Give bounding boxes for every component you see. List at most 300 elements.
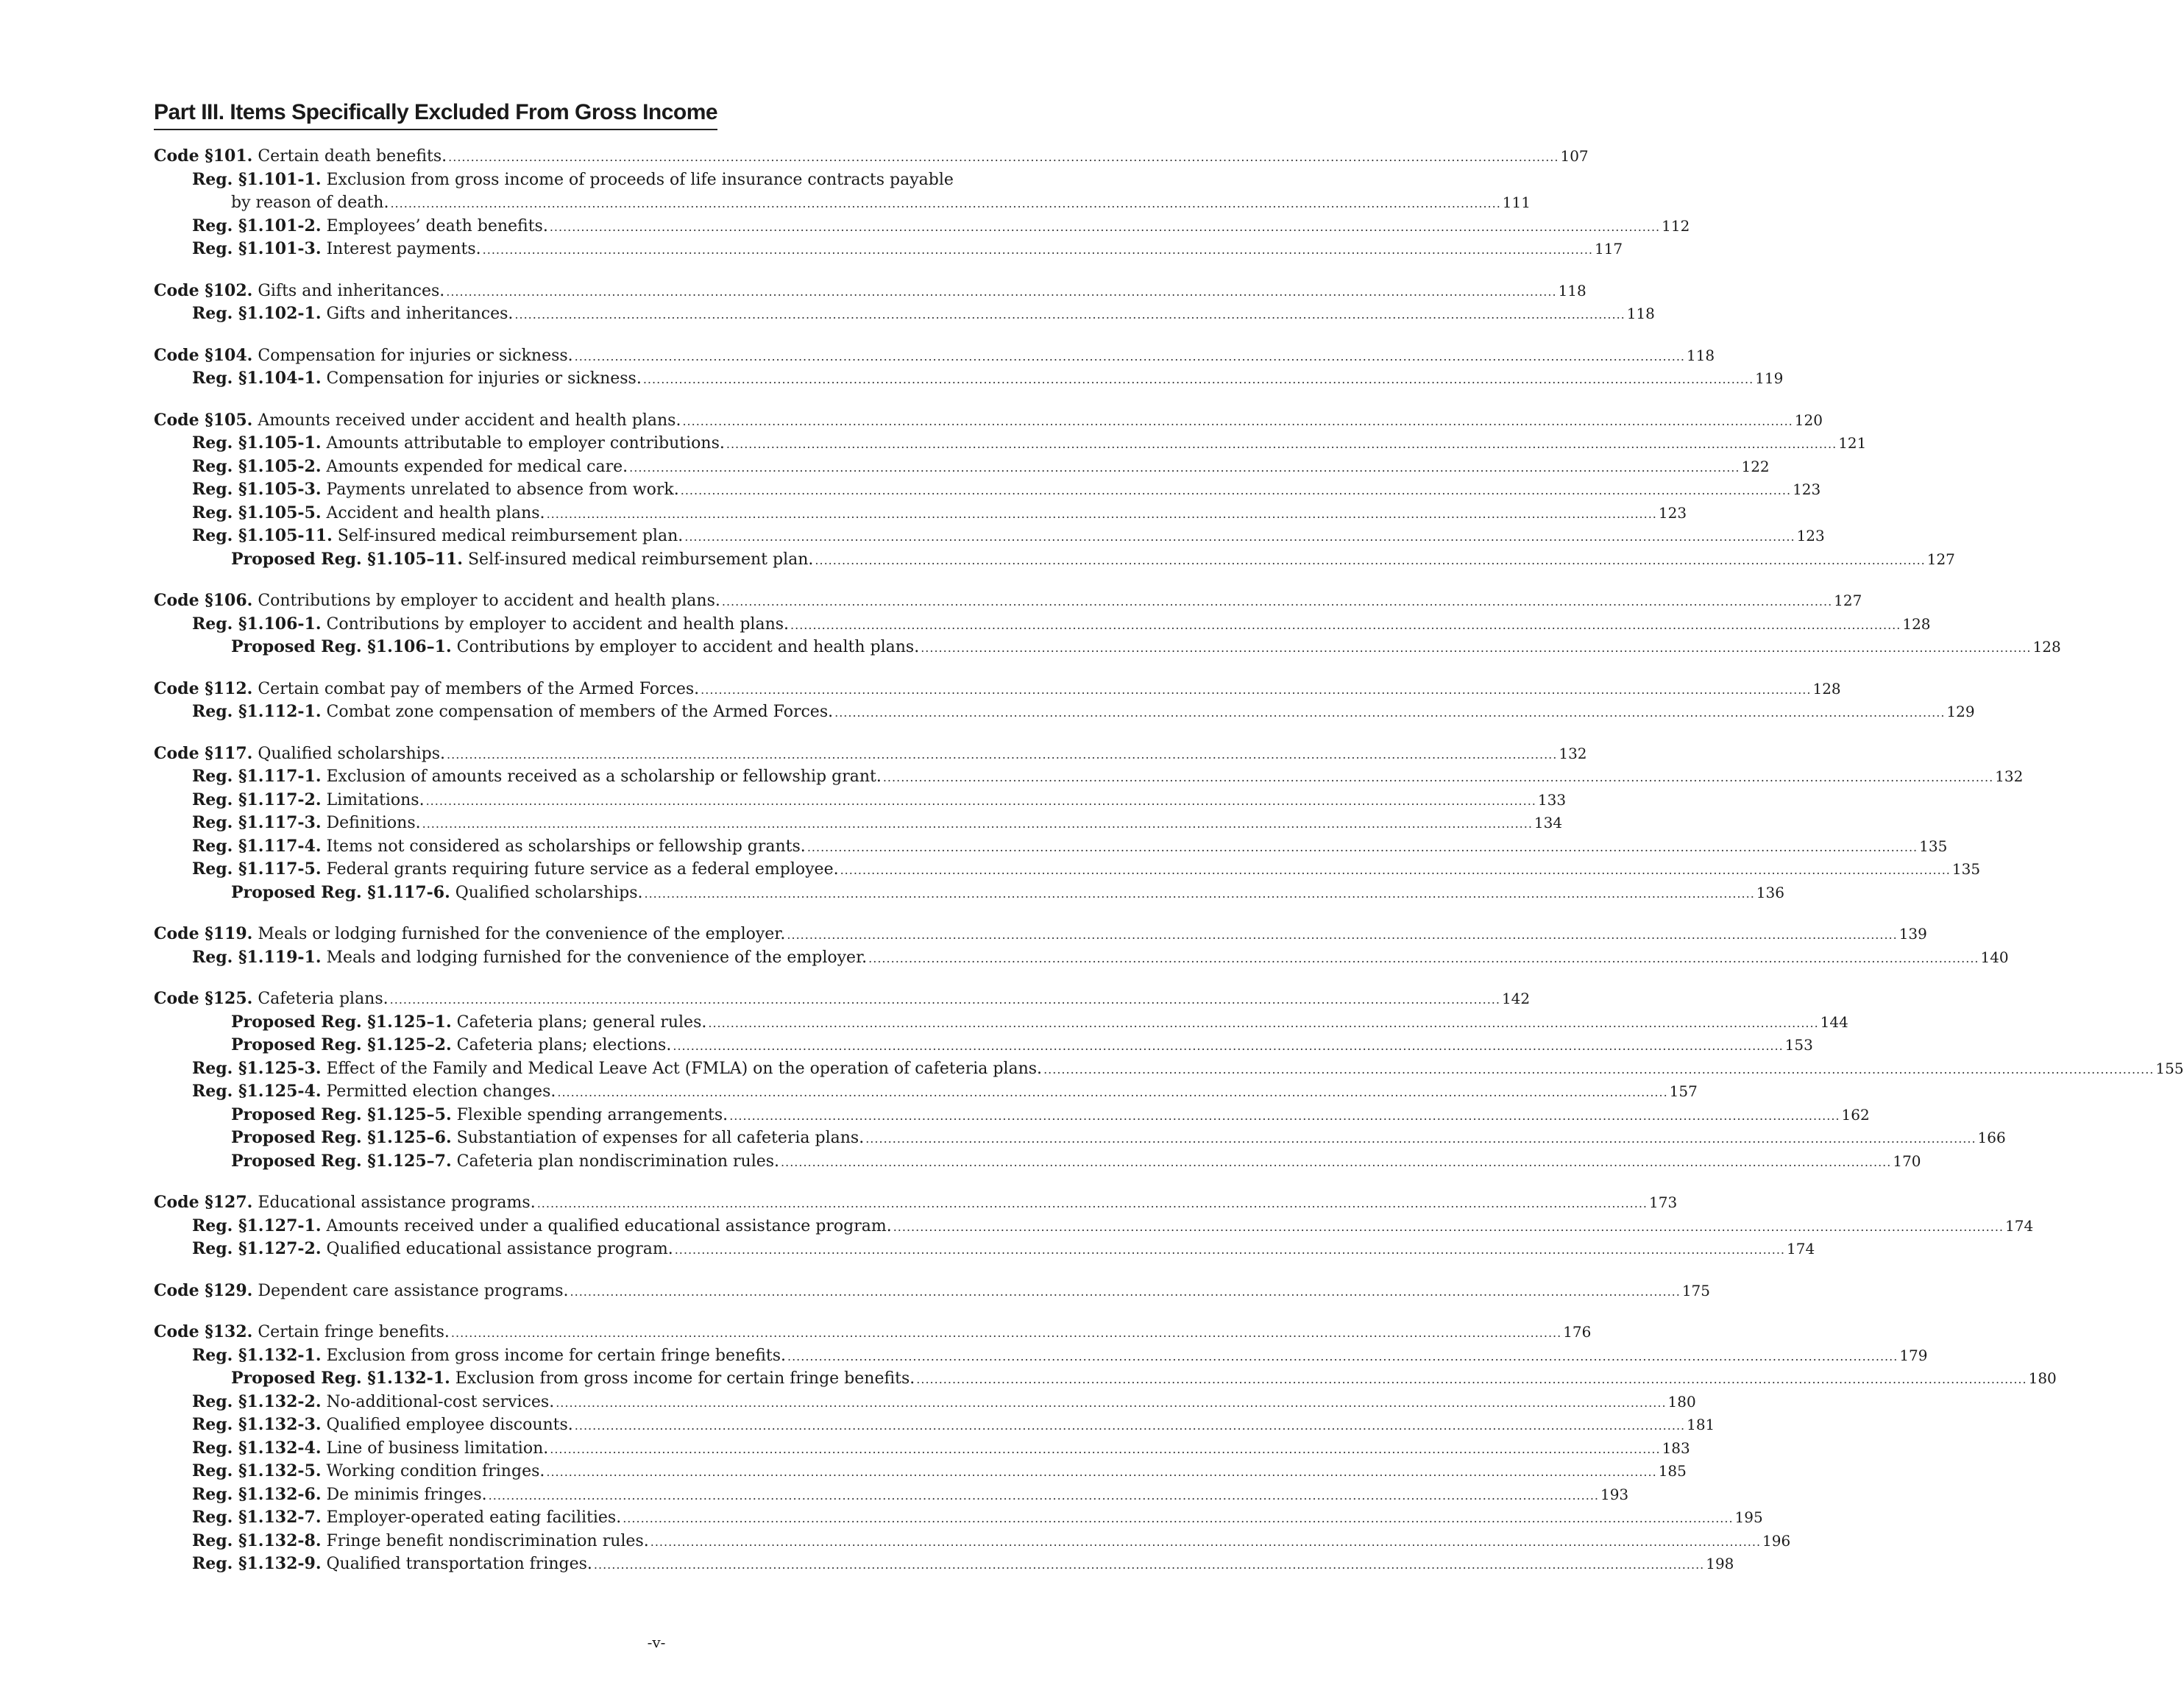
entry-text <box>192 812 421 835</box>
entry-label: Code §132. <box>154 1322 253 1341</box>
entry-label: Reg. §1.112-1. <box>192 702 322 721</box>
toc-reg-entry[interactable] <box>154 812 1563 835</box>
toc-proposed-reg-entry[interactable] <box>154 1127 2006 1150</box>
entry-label: Reg. §1.105-2. <box>192 456 322 476</box>
entry-label: Reg. §1.125-3. <box>192 1058 322 1078</box>
entry-text <box>192 1057 1042 1081</box>
entry-text <box>154 678 699 701</box>
toc-code-entry[interactable] <box>154 678 1841 701</box>
entry-text <box>192 302 513 326</box>
entry-label: Reg. §1.105-1. <box>192 433 322 453</box>
toc-reg-entry[interactable] <box>154 1483 1629 1507</box>
entry-title: Limitations. <box>326 790 425 809</box>
toc-section <box>154 1191 2034 1261</box>
toc-code-entry[interactable] <box>154 923 1927 946</box>
entry-text <box>192 432 725 455</box>
toc-code-entry[interactable] <box>154 409 1823 433</box>
entry-text <box>192 478 679 502</box>
toc-reg-entry[interactable] <box>154 169 1141 192</box>
entry-title: Working condition fringes. <box>326 1462 545 1480</box>
toc-reg-entry[interactable] <box>154 525 1825 548</box>
entry-text <box>231 1034 671 1057</box>
entry-title: Federal grants requiring future service as a federal employee. <box>326 860 839 879</box>
dot-leader <box>426 790 1536 813</box>
entry-label: Reg. §1.132-8. <box>192 1530 322 1550</box>
entry-title: Amounts expended for medical care. <box>326 457 628 476</box>
toc-proposed-reg-entry[interactable] <box>154 1034 1813 1057</box>
entry-title: Exclusion from gross income for certain fringe benefits. <box>326 1346 786 1365</box>
entry-label: Code §105. <box>154 410 253 430</box>
page-number: 132 <box>1995 767 2024 785</box>
entry-title: Gifts and inheritances. <box>258 281 445 300</box>
page-number: 127 <box>1926 550 1955 568</box>
page-number: 107 <box>1560 147 1589 165</box>
entry-text <box>154 1280 569 1303</box>
entry-label: Reg. §1.101-1. <box>192 169 322 189</box>
entry-text <box>154 987 389 1011</box>
dot-leader <box>422 812 1533 836</box>
toc-reg-entry[interactable] <box>154 1391 1696 1414</box>
entry-label: Reg. §1.102-1. <box>192 304 322 323</box>
page-number: 128 <box>1812 679 1841 698</box>
entry-label: Reg. §1.132-3. <box>192 1415 322 1434</box>
entry-title: Qualified transportation fringes. <box>326 1555 592 1573</box>
part-title: Part III. Items Specifically Excluded From Gross Income <box>154 100 717 130</box>
toc-proposed-reg-entry[interactable] <box>154 548 1955 572</box>
entry-label: Reg. §1.117-1. <box>192 767 322 786</box>
toc-reg-entry[interactable] <box>154 1344 1928 1368</box>
toc-code-entry[interactable] <box>154 280 1586 303</box>
page-number-footer: -v- <box>647 1634 666 1651</box>
dot-leader <box>673 1035 1783 1058</box>
entry-title: Meals or lodging furnished for the convenience of the employer. <box>258 925 786 943</box>
entry-title: Dependent care assistance programs. <box>258 1281 569 1300</box>
entry-title: Compensation for injuries or sickness. <box>326 369 642 388</box>
entry-title: Definitions. <box>326 814 421 832</box>
toc-section <box>154 280 1655 326</box>
entry-text <box>192 455 628 479</box>
toc-proposed-reg-entry[interactable] <box>154 636 2061 659</box>
dot-leader <box>575 345 1685 369</box>
toc-code-entry[interactable] <box>154 742 1587 766</box>
entry-title: Combat zone compensation of members of the Armed Forces. <box>326 703 834 721</box>
entry-label: Code §102. <box>154 280 253 300</box>
toc-proposed-reg-entry[interactable] <box>154 882 1784 905</box>
dot-leader <box>556 1391 1666 1415</box>
page-number: 134 <box>1534 814 1563 831</box>
dot-leader <box>451 1322 1561 1345</box>
entry-text <box>154 145 447 169</box>
entry-title: Qualified scholarships. <box>455 883 643 902</box>
toc-section <box>154 1280 1711 1303</box>
dot-leader <box>514 303 1625 327</box>
toc-reg-entry[interactable] <box>154 302 1655 326</box>
toc-code-entry[interactable] <box>154 145 1589 169</box>
entry-label: Reg. §1.132-9. <box>192 1554 322 1573</box>
entry-label: Reg. §1.125-4. <box>192 1082 322 1101</box>
entry-label: Code §104. <box>154 345 253 365</box>
page-number: 127 <box>1834 592 1862 609</box>
entry-text <box>192 1344 786 1368</box>
dot-leader <box>644 882 1754 906</box>
dot-leader <box>390 192 1500 216</box>
toc-section <box>154 145 1690 261</box>
entry-title: Qualified educational assistance program. <box>326 1240 673 1258</box>
entry-label: Code §101. <box>154 146 253 166</box>
entry-label: Reg. §1.132-7. <box>192 1508 322 1527</box>
entry-title: Accident and health plans. <box>326 503 545 522</box>
entry-title: Exclusion from gross income for certain fringe benefits. <box>455 1369 915 1388</box>
entry-text <box>192 525 683 548</box>
entry-label: Reg. §1.119-1. <box>192 947 322 967</box>
entry-title: Certain combat pay of members of the Armed Forces. <box>258 679 700 698</box>
dot-leader <box>546 1461 1656 1484</box>
page-number: 136 <box>1756 883 1784 901</box>
dot-leader <box>446 280 1556 304</box>
entry-label: Proposed Reg. §1.105–11. <box>231 549 463 569</box>
toc-section <box>154 987 2184 1173</box>
entry-label: Reg. §1.105-3. <box>192 480 322 499</box>
page-number: 120 <box>1794 411 1823 429</box>
entry-text <box>231 882 642 905</box>
toc-reg-entry[interactable] <box>154 1460 1687 1483</box>
page-number: 117 <box>1594 240 1623 258</box>
toc-code-entry[interactable] <box>154 1280 1711 1303</box>
entry-label: Proposed Reg. §1.132-1. <box>231 1369 450 1388</box>
entry-text <box>192 789 425 812</box>
dot-leader <box>675 1238 1785 1262</box>
entry-text <box>231 636 919 659</box>
dot-leader <box>547 503 1657 526</box>
toc-reg-entry[interactable] <box>154 215 1690 238</box>
dot-leader <box>570 1280 1681 1304</box>
entry-text <box>154 923 785 946</box>
dot-leader <box>729 1104 1840 1128</box>
page-number: 180 <box>1667 1392 1696 1411</box>
entry-label: Proposed Reg. §1.125–7. <box>231 1151 452 1171</box>
page-number: 139 <box>1898 925 1927 943</box>
entry-text <box>192 1414 573 1437</box>
page-number: 193 <box>1600 1485 1629 1503</box>
page-number: 174 <box>1787 1240 1815 1258</box>
toc-section <box>154 742 2024 905</box>
entry-label: Code §119. <box>154 924 253 943</box>
entry-text <box>192 169 954 192</box>
dot-leader <box>594 1553 1704 1577</box>
entry-text <box>192 238 481 261</box>
entry-text <box>154 1191 536 1215</box>
dot-leader <box>781 1151 1891 1174</box>
entry-title: Certain fringe benefits. <box>258 1323 450 1341</box>
entry-label: Reg. §1.105-5. <box>192 503 322 522</box>
toc-code-entry[interactable] <box>154 1321 1592 1344</box>
entry-text <box>192 1238 673 1261</box>
page-number: 185 <box>1658 1462 1687 1480</box>
entry-label: Code §106. <box>154 591 253 610</box>
page-number: 119 <box>1755 369 1784 387</box>
toc-reg-entry[interactable] <box>154 1506 1763 1530</box>
toc-section <box>154 1321 2057 1576</box>
toc-reg-entry[interactable] <box>154 1215 2034 1238</box>
dot-leader <box>650 1530 1761 1554</box>
entry-title: Cafeteria plans; general rules. <box>456 1012 707 1032</box>
toc-reg-entry[interactable] <box>154 946 2009 970</box>
toc-code-entry[interactable] <box>154 344 1715 368</box>
page-number: 140 <box>1980 948 2009 966</box>
dot-leader <box>550 216 1660 239</box>
dot-leader <box>722 590 1832 614</box>
entry-title: Certain death benefits. <box>258 147 447 166</box>
entry-label: Code §127. <box>154 1193 253 1212</box>
entry-label: Reg. §1.101-2. <box>192 216 322 235</box>
entry-title: Flexible spending arrangements. <box>456 1105 728 1124</box>
entry-title: Contributions by employer to accident and health plans. <box>456 638 920 656</box>
entry-label: Reg. §1.132-1. <box>192 1345 322 1365</box>
page-number: 157 <box>1669 1082 1698 1100</box>
page-number: 129 <box>1946 703 1975 720</box>
entry-text <box>192 215 548 238</box>
entry-text <box>192 858 839 882</box>
page-number: 175 <box>1681 1281 1711 1299</box>
dot-leader <box>883 766 1993 790</box>
entry-text <box>231 1127 864 1150</box>
entry-text <box>154 280 444 303</box>
entry-title: No-additional-cost services. <box>326 1392 555 1411</box>
entry-title: Exclusion of amounts received as a scholarship or fellowship grant. <box>326 767 882 786</box>
entry-label: Reg. §1.117-5. <box>192 859 322 879</box>
dot-leader <box>682 410 1793 433</box>
toc-reg-entry[interactable] <box>154 1414 1715 1437</box>
dot-leader <box>708 1012 1818 1035</box>
page-number: 196 <box>1762 1531 1791 1550</box>
page-number: 162 <box>1841 1105 1870 1124</box>
toc-proposed-reg-entry[interactable] <box>154 1104 1870 1127</box>
entry-text <box>192 946 867 970</box>
entry-label: Reg. §1.132-5. <box>192 1461 322 1480</box>
table-of-contents <box>154 145 2184 1595</box>
page-number: 132 <box>1559 744 1587 762</box>
toc-section <box>154 409 1955 572</box>
dot-leader <box>807 836 1918 859</box>
entry-title: Amounts received under a qualified educational assistance program. <box>326 1216 892 1235</box>
toc-code-entry[interactable] <box>154 589 1862 613</box>
page-number: 135 <box>1951 860 1981 878</box>
entry-label: Proposed Reg. §1.125–5. <box>231 1104 452 1124</box>
entry-title: Contributions by employer to accident and health plans. <box>258 592 720 610</box>
entry-title: Cafeteria plan nondiscrimination rules. <box>456 1152 780 1171</box>
entry-label: Code §117. <box>154 743 253 763</box>
entry-title: Contributions by employer to accident and health plans. <box>326 614 790 634</box>
dot-leader <box>916 1368 2027 1391</box>
toc-code-entry[interactable] <box>154 1191 1678 1215</box>
dot-leader <box>1043 1058 2154 1082</box>
entry-text <box>154 742 445 766</box>
entry-title: Cafeteria plans. <box>258 990 389 1008</box>
entry-label: Proposed Reg. §1.125–1. <box>231 1012 452 1032</box>
entry-title: Fringe benefit nondiscrimination rules. <box>326 1531 649 1550</box>
entry-title: Compensation for injuries or sickness. <box>258 346 573 365</box>
entry-label: Reg. §1.117-4. <box>192 836 322 856</box>
entry-title: Meals and lodging furnished for the convenience of the employer. <box>326 948 868 967</box>
entry-title: Cafeteria plans; elections. <box>456 1036 672 1054</box>
entry-title: Educational assistance programs. <box>258 1193 536 1212</box>
page-number: 122 <box>1741 457 1770 475</box>
page-number: 153 <box>1784 1036 1813 1054</box>
toc-reg-entry[interactable] <box>154 478 1821 502</box>
entry-title: Employees’ death benefits. <box>326 216 548 235</box>
dot-leader <box>790 614 1901 637</box>
entry-label: Reg. §1.132-6. <box>192 1484 322 1504</box>
toc-section <box>154 678 1975 724</box>
toc-reg-entry[interactable] <box>154 502 1687 525</box>
toc-reg-entry[interactable] <box>154 835 1948 859</box>
entry-title: Interest payments. <box>326 240 481 258</box>
dot-leader <box>537 1192 1648 1216</box>
entry-text <box>231 1104 728 1127</box>
page-number: 173 <box>1649 1193 1678 1211</box>
page-number: 183 <box>1662 1439 1690 1457</box>
page-number: 111 <box>1502 194 1531 211</box>
entry-label: Reg. §1.127-1. <box>192 1216 322 1235</box>
dot-leader <box>701 678 1811 702</box>
entry-title: Qualified scholarships. <box>258 744 446 763</box>
entry-text <box>192 1391 554 1414</box>
toc-code-entry[interactable] <box>154 987 1531 1011</box>
dot-leader <box>921 636 2031 660</box>
entry-title: Self-insured medical reimbursement plan. <box>467 550 814 569</box>
page-number: 181 <box>1687 1416 1715 1433</box>
dot-leader <box>681 479 1791 503</box>
page-number: 180 <box>2028 1369 2057 1387</box>
dot-leader <box>840 859 1951 882</box>
entry-text <box>192 1506 621 1530</box>
page-number: 176 <box>1563 1323 1592 1341</box>
dot-leader <box>726 433 1837 456</box>
page-number: 128 <box>2032 638 2061 656</box>
entry-label: Code §129. <box>154 1280 253 1300</box>
entry-text <box>231 548 813 572</box>
toc-reg-entry[interactable] <box>154 455 1770 479</box>
dot-leader <box>893 1216 2004 1239</box>
page-number: 121 <box>1838 434 1867 452</box>
page-number: 166 <box>1977 1129 2006 1146</box>
entry-text <box>192 1215 892 1238</box>
dot-leader <box>447 743 1557 767</box>
entry-label: Proposed Reg. §1.117-6. <box>231 882 450 902</box>
entry-text <box>154 344 573 368</box>
dot-leader <box>834 701 1945 725</box>
dot-leader <box>623 1507 1733 1530</box>
entry-text <box>231 1367 915 1391</box>
entry-text <box>154 1321 450 1344</box>
entry-title: Gifts and inheritances. <box>326 305 514 323</box>
toc-reg-entry[interactable] <box>154 858 1981 882</box>
page-number: 123 <box>1796 527 1825 545</box>
entry-title: Effect of the Family and Medical Leave Act (FMLA) on the operation of cafeteria plans. <box>326 1059 1043 1078</box>
entry-text <box>231 1150 779 1174</box>
dot-leader <box>489 1484 1599 1508</box>
entry-text <box>192 700 833 724</box>
toc-reg-entry[interactable] <box>154 1057 2184 1081</box>
entry-title: Exclusion from gross income of proceeds of life insurance contracts payable <box>326 170 954 189</box>
page-number: 135 <box>1919 837 1948 855</box>
entry-title: Employer-operated eating facilities. <box>326 1508 622 1527</box>
toc-reg-entry[interactable] <box>154 1080 1698 1104</box>
toc-reg-entry[interactable] <box>154 700 1975 724</box>
page-number: 118 <box>1686 346 1715 364</box>
entry-title: Qualified employee discounts. <box>326 1416 573 1434</box>
entry-text <box>192 502 545 525</box>
entry-label: Reg. §1.101-3. <box>192 239 322 258</box>
entry-text <box>192 835 806 859</box>
dot-leader <box>865 1127 1976 1151</box>
toc-reg-entry[interactable] <box>154 765 2024 789</box>
entry-title: Permitted election changes. <box>326 1082 556 1101</box>
entry-text <box>231 1011 706 1035</box>
toc-reg-entry[interactable] <box>154 1553 1734 1576</box>
entry-title: Amounts attributable to employer contributions. <box>326 434 725 453</box>
toc-reg-entry[interactable] <box>154 1437 1690 1461</box>
page-number: 142 <box>1501 990 1531 1007</box>
page-number: 198 <box>1706 1555 1734 1572</box>
toc-entry-continuation[interactable] <box>154 191 1531 215</box>
entry-label: Reg. §1.117-2. <box>192 790 322 809</box>
page-number: 118 <box>1626 305 1655 322</box>
toc-reg-entry[interactable] <box>154 789 1567 812</box>
toc-reg-entry[interactable] <box>154 238 1623 261</box>
entry-text <box>192 613 789 636</box>
toc-reg-entry[interactable] <box>154 1530 1791 1553</box>
entry-label: Reg. §1.105-11. <box>192 526 333 545</box>
toc-section <box>154 923 2009 969</box>
toc-reg-entry[interactable] <box>154 1238 1815 1261</box>
entry-label: Proposed Reg. §1.106–1. <box>231 637 452 656</box>
entry-label: Reg. §1.117-3. <box>192 813 322 832</box>
entry-text <box>192 1530 649 1553</box>
entry-title: De minimis fringes. <box>326 1485 487 1504</box>
page-number: 179 <box>1899 1346 1928 1364</box>
toc-reg-entry[interactable] <box>154 367 1784 391</box>
toc-reg-entry[interactable] <box>154 613 1931 636</box>
page-number: 133 <box>1537 790 1567 809</box>
page-number: 144 <box>1820 1012 1848 1031</box>
toc-section <box>154 344 1784 391</box>
entry-text <box>192 1460 545 1483</box>
entry-text <box>192 367 642 391</box>
toc-proposed-reg-entry[interactable] <box>154 1150 1921 1174</box>
toc-proposed-reg-entry[interactable] <box>154 1011 1848 1035</box>
page-number: 195 <box>1734 1508 1763 1526</box>
entry-text <box>192 1080 556 1104</box>
toc-reg-entry[interactable] <box>154 432 1867 455</box>
entry-title: Substantiation of expenses for all cafeteria plans. <box>456 1129 865 1147</box>
page-number: 118 <box>1558 281 1586 299</box>
dot-leader <box>575 1414 1685 1438</box>
dot-leader <box>629 456 1740 480</box>
entry-text <box>192 1483 487 1507</box>
toc-proposed-reg-entry[interactable] <box>154 1367 2057 1391</box>
entry-title-continued: by reason of death. <box>231 194 389 212</box>
dot-leader <box>550 1438 1660 1461</box>
page-number: 155 <box>2155 1059 2184 1077</box>
dot-leader <box>787 1345 1898 1369</box>
toc-section <box>154 589 2061 659</box>
entry-title: Line of business limitation. <box>326 1439 549 1458</box>
entry-text <box>154 409 681 433</box>
dot-leader <box>684 525 1795 549</box>
dot-leader <box>557 1081 1667 1104</box>
entry-title: Self-insured medical reimbursement plan. <box>337 527 684 545</box>
